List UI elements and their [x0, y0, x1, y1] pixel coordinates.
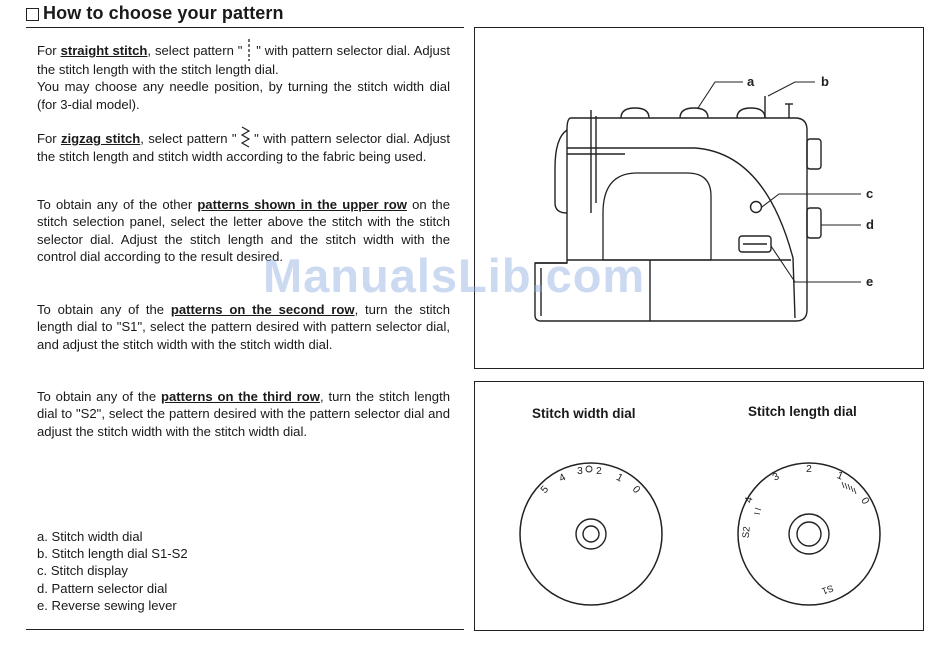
text-run: , select pattern ": [147, 43, 247, 58]
width-mark: 4: [557, 471, 568, 485]
length-mark: 4: [742, 495, 756, 504]
parts-legend: [37, 528, 188, 614]
bottom-rule: [26, 629, 464, 630]
emphasis-zigzag-stitch: zigzag stitch: [60, 131, 141, 146]
length-mark: 2: [806, 463, 812, 475]
paragraph-zigzag-stitch: [37, 126, 450, 166]
stitch-width-dial-title: Stitch width dial: [532, 406, 636, 421]
callout-label-c: c: [866, 186, 874, 201]
paragraph-upper-row: [37, 196, 450, 266]
length-mark: S2: [740, 526, 753, 539]
paragraph-third-row: [37, 388, 450, 440]
paragraph-straight-stitch: [37, 39, 450, 113]
callout-label-e: e: [866, 274, 874, 289]
width-mark: 1: [614, 471, 625, 485]
emphasis-second-row: patterns on the second row: [170, 302, 355, 317]
callout-label-b: b: [821, 74, 829, 89]
paragraph-second-row: [37, 301, 450, 353]
dials-illustration: [475, 382, 925, 632]
length-mark: 1: [834, 469, 845, 483]
text-run: You may choose any needle position, by turning the stitch width dial (for 3-dial model).: [37, 79, 450, 112]
callout-label-a: a: [747, 74, 755, 89]
text-run: " with pattern selector dial. Adjust the stitch length and stitch width according to the fabric being used.: [37, 131, 450, 165]
stitch-length-dial-title: Stitch length dial: [748, 404, 857, 419]
width-mark: 3: [577, 465, 583, 477]
legend-item: b. Stitch length dial S1-S2: [37, 546, 188, 562]
text-run: , select pattern ": [140, 131, 241, 146]
checkbox-outline-icon: [26, 8, 39, 21]
legend-item: e. Reverse sewing lever: [37, 597, 177, 613]
width-mark: 0: [629, 483, 643, 496]
stitch-width-dial: [520, 463, 662, 605]
width-mark: 2: [596, 465, 602, 477]
length-mark: S1: [820, 581, 835, 597]
text-run: To obtain any of the: [37, 302, 171, 317]
page-title-text: How to choose your pattern: [43, 3, 284, 23]
length-mark: 3: [770, 470, 782, 484]
callout-label-d: d: [866, 217, 874, 232]
text-run: " with pattern selector dial. Adjust the stitch length with the stitch length dial.: [37, 43, 451, 77]
length-mark: 0: [858, 495, 872, 507]
watermark: ManualsLib.com: [263, 249, 646, 302]
text-run: To obtain any of the other: [37, 197, 198, 212]
emphasis-straight-stitch: straight stitch: [60, 43, 148, 58]
text-run: For: [37, 43, 61, 58]
text-run: , turn the stitch length dial to "S2", select the pattern desired with the pattern selector dial and adjust the stitch width with the stitch width dial.: [37, 389, 450, 439]
legend-item: a. Stitch width dial: [37, 529, 143, 544]
emphasis-third-row: patterns on the third row: [160, 389, 320, 404]
text-run: on the stitch selection panel, select the letter above the stitch with the stitch selector dial. Adjust the stitch length and the stitch width with the control dial according to the result desired.: [37, 197, 450, 265]
page-title: [26, 3, 284, 24]
machine-illustration-panel: [474, 27, 924, 369]
legend-item: c. Stitch display: [37, 563, 128, 579]
text-run: , turn the stitch length dial to "S1", select the pattern desired with pattern selector dial, and adjust the stitch width with the stitch width dial.: [37, 302, 450, 352]
dials-panel: [474, 381, 924, 631]
width-mark: 5: [538, 483, 552, 496]
zigzag-stitch-icon: [241, 126, 250, 148]
text-run: For: [37, 131, 61, 146]
emphasis-upper-row: patterns shown in the upper row: [197, 197, 407, 212]
stitch-length-dial: [738, 463, 880, 605]
title-rule: [26, 27, 464, 28]
sewing-machine-illustration: [475, 28, 925, 370]
legend-item: d. Pattern selector dial: [37, 580, 168, 596]
text-run: To obtain any of the: [37, 389, 161, 404]
